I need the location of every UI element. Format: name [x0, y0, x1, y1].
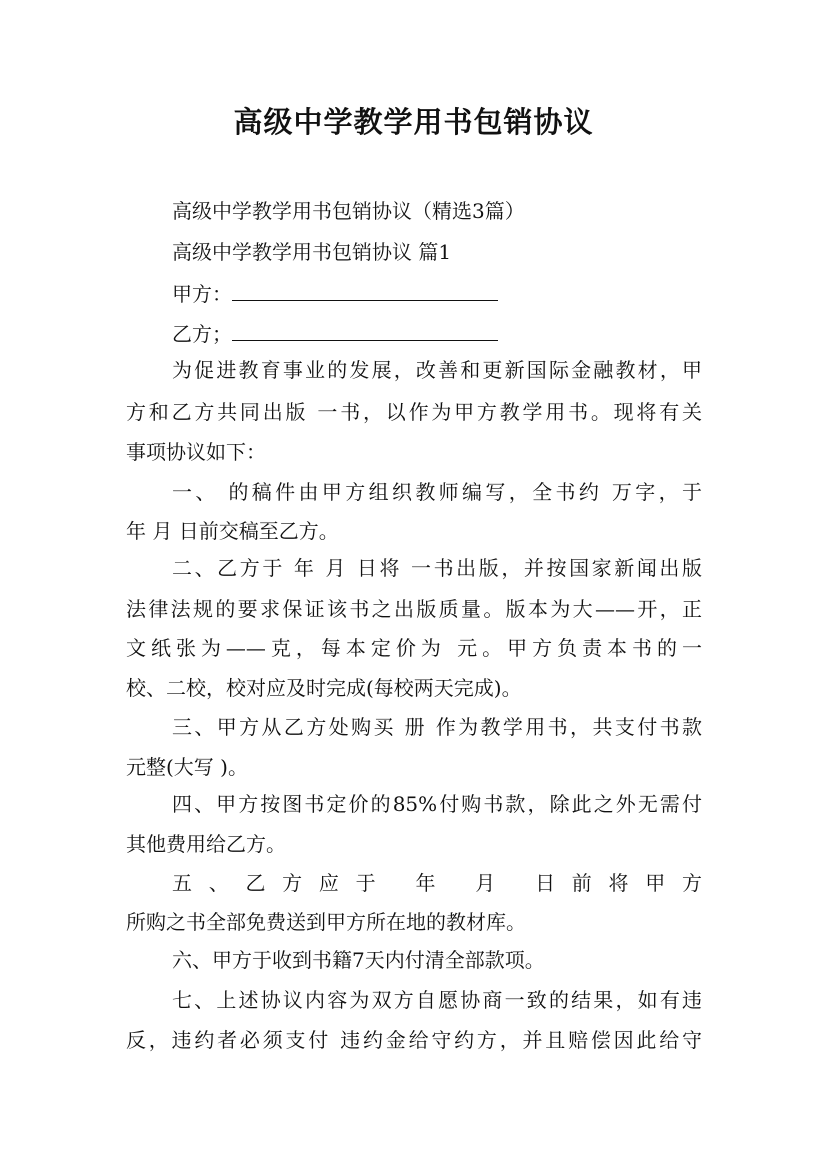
- party-b-blank: [232, 320, 498, 341]
- paragraph-line: 事项协议如下：: [126, 440, 266, 464]
- clause-line: 四、甲方按图书定价的85%付购书款，除此之外无需付: [172, 792, 702, 816]
- party-a-blank: [232, 280, 498, 301]
- clause-line: 元整(大写 )。: [126, 755, 248, 779]
- party-a-line: [172, 280, 702, 307]
- section-heading: 高级中学教学用书包销协议 篇1: [172, 240, 452, 264]
- clause-line: 五、乙方应于 年 月 日前将甲方: [172, 871, 702, 895]
- clause-line: 其他费用给乙方。: [126, 832, 286, 856]
- clause-line: 文纸张为——克，每本定价为 元。甲方负责本书的一: [126, 636, 702, 660]
- clause-line: 法律法规的要求保证该书之出版质量。版本为大——开，正: [126, 597, 702, 621]
- party-b-line: [172, 320, 702, 347]
- party-b-label: 乙方；: [172, 322, 232, 346]
- clause-line: 反，违约者必须支付 违约金给守约方，并且赔偿因此给守: [126, 1028, 702, 1052]
- clause-line: 三、甲方从乙方处购买 册 作为教学用书，共支付书款: [172, 715, 702, 739]
- document-title: 高级中学教学用书包销协议: [233, 105, 594, 139]
- paragraph-line: 方和乙方共同出版 一书，以作为甲方教学用书。现将有关: [126, 400, 702, 424]
- clause-line: 七、上述协议内容为双方自愿协商一致的结果，如有违: [172, 988, 702, 1012]
- clause-line: 二、乙方于 年 月 日将 一书出版，并按国家新闻出版: [172, 556, 702, 580]
- paragraph-line: 为促进教育事业的发展，改善和更新国际金融教材，甲: [172, 358, 702, 382]
- clause-line: 一、 的稿件由甲方组织教师编写，全书约 万字，于: [172, 480, 702, 504]
- subtitle-line: 高级中学教学用书包销协议（精选3篇）: [172, 199, 525, 223]
- clause-line: 年 月 日前交稿至乙方。: [126, 519, 339, 543]
- clause-line: 所购之书全部免费送到甲方所在地的教材库。: [126, 910, 526, 934]
- party-a-label: 甲方：: [172, 282, 232, 306]
- clause-line: 六、甲方于收到书籍7天内付清全部款项。: [172, 948, 545, 972]
- clause-line: 校、二校，校对应及时完成(每校两天完成)。: [126, 676, 522, 700]
